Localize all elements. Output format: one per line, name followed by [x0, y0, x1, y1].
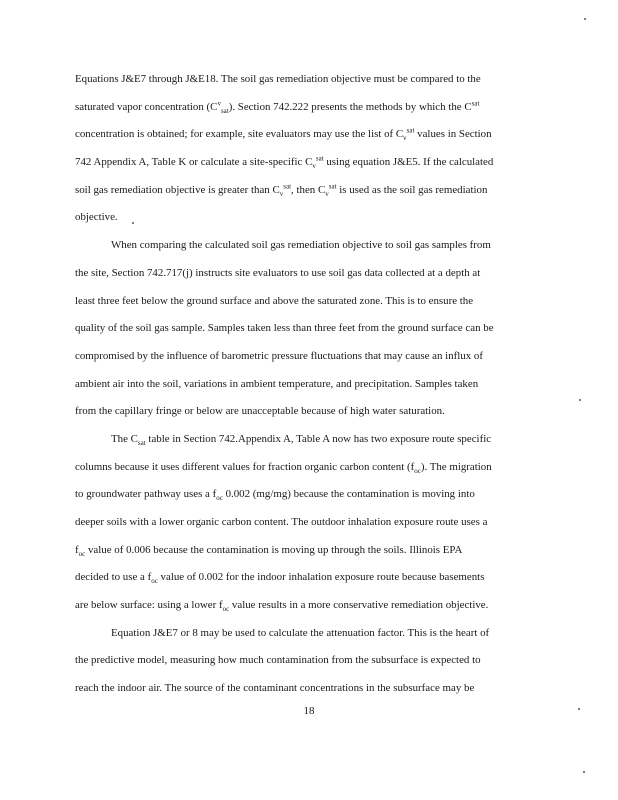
text-run: values in Section [414, 128, 492, 141]
text-line [75, 177, 545, 205]
text-run: table in Section 742.Appendix A, Table A now has two exposure route specific [145, 432, 492, 445]
scan-speck [579, 399, 581, 401]
text-line [75, 232, 545, 260]
text-run: , then C [291, 183, 326, 196]
subscript: oc [78, 549, 86, 558]
text-run: columns because it uses different values for fraction organic carbon content (f [75, 460, 415, 473]
text-run: from the capillary fringe or below are unacceptable because of high water saturation. [75, 405, 445, 418]
text-line [75, 315, 545, 343]
text-line [75, 398, 545, 426]
subscript: oc [216, 494, 223, 503]
scan-speck [584, 18, 586, 20]
text-line [75, 343, 545, 371]
subscript: oc [222, 605, 230, 614]
text-run: value results in a more conservative remediation objective. [229, 599, 489, 612]
text-run: 0.002 (mg/mg) because the contamination is moving into [222, 488, 475, 501]
paragraph [75, 426, 545, 620]
text-run: are below surface: using a lower f [75, 599, 223, 612]
superscript: sat [328, 182, 337, 191]
text-run: ). Section 742.222 presents the methods by which the C [228, 100, 472, 113]
text-run: to groundwater pathway uses a f [75, 488, 217, 501]
paragraph [75, 66, 545, 232]
subscript: v [403, 134, 407, 143]
scan-speck [583, 771, 585, 773]
text-line [75, 149, 545, 177]
superscript: v [217, 99, 221, 108]
text-run: quality of the soil gas sample. Samples taken less than three feet from the ground surface can be [75, 322, 494, 335]
scan-speck [578, 708, 580, 710]
text-run: ambient air into the soil, variations in ambient temperature, and precipitation. Samples taken [75, 377, 479, 390]
subscript: v [312, 162, 316, 171]
subscript: v [325, 189, 329, 198]
text-line [75, 564, 545, 592]
subscript: sat [137, 439, 146, 448]
text-line [75, 426, 545, 454]
text-line [75, 620, 545, 648]
text-run: concentration is obtained; for example, site evaluators may use the list of C [75, 128, 404, 141]
paragraph [75, 232, 545, 426]
text-run: objective. [75, 211, 118, 224]
text-run: least three feet below the ground surface and above the saturated zone. This is to ensure the [75, 294, 474, 307]
page-number: 18 [303, 705, 315, 717]
text-line [75, 260, 545, 288]
text-line [75, 94, 545, 122]
text-run: reach the indoor air. The source of the contaminant concentrations in the subsurface may be [75, 682, 475, 695]
text-line [75, 537, 545, 565]
text-line [75, 481, 545, 509]
scan-speck [132, 222, 134, 224]
subscript: sat [220, 106, 229, 115]
text-line [75, 454, 545, 482]
text-run: value of 0.006 because the contamination is moving up through the soils. Illinois EPA [85, 543, 463, 556]
text-run: decided to use a f [75, 571, 152, 584]
text-run: value of 0.002 for the indoor inhalation exposure route because basements [157, 571, 485, 584]
text-line [75, 121, 545, 149]
text-run: ). The migration [420, 460, 492, 473]
text-run: Equations J&E7 through J&E18. The soil gas remediation objective must be compared to the [75, 73, 481, 85]
text-line [75, 592, 545, 620]
text-run: f [75, 543, 79, 556]
text-line [75, 675, 545, 703]
text-run: Equation J&E7 or 8 may be used to calculate the attenuation factor. This is the heart of [111, 626, 490, 639]
superscript: sat [315, 154, 324, 163]
subscript: oc [414, 466, 421, 475]
subscript: v [279, 189, 284, 198]
text-run: using equation J&E5. If the calculated [323, 156, 494, 169]
text-run: the site, Section 742.717(j) instructs site evaluators to use soil gas data collected at a depth at [75, 266, 481, 279]
text-line [75, 371, 545, 399]
text-run: compromised by the influence of barometric pressure fluctuations that may cause an influx of [75, 349, 483, 362]
text-run: is used as the soil gas remediation [336, 183, 488, 196]
paragraph [75, 620, 545, 703]
text-line [75, 647, 545, 675]
text-line [75, 509, 545, 537]
text-run: When comparing the calculated soil gas remediation objective to soil gas samples from [111, 239, 491, 252]
document-body [75, 66, 545, 703]
text-line [75, 288, 545, 316]
text-line [75, 204, 545, 232]
superscript: sat [406, 126, 415, 135]
text-line [75, 66, 545, 94]
superscript: sat [283, 182, 292, 191]
text-run: the predictive model, measuring how much contamination from the subsurface is expected to [75, 654, 481, 667]
text-run: saturated vapor concentration (C [75, 100, 218, 113]
superscript: sat [471, 99, 480, 108]
text-run: deeper soils with a lower organic carbon content. The outdoor inhalation exposure route uses a [75, 516, 488, 528]
text-run: 742 Appendix A, Table K or calculate a site-specific C [75, 156, 313, 169]
text-run: soil gas remediation objective is greater than C [75, 183, 280, 196]
subscript: oc [151, 577, 158, 586]
text-run: The C [111, 432, 138, 445]
